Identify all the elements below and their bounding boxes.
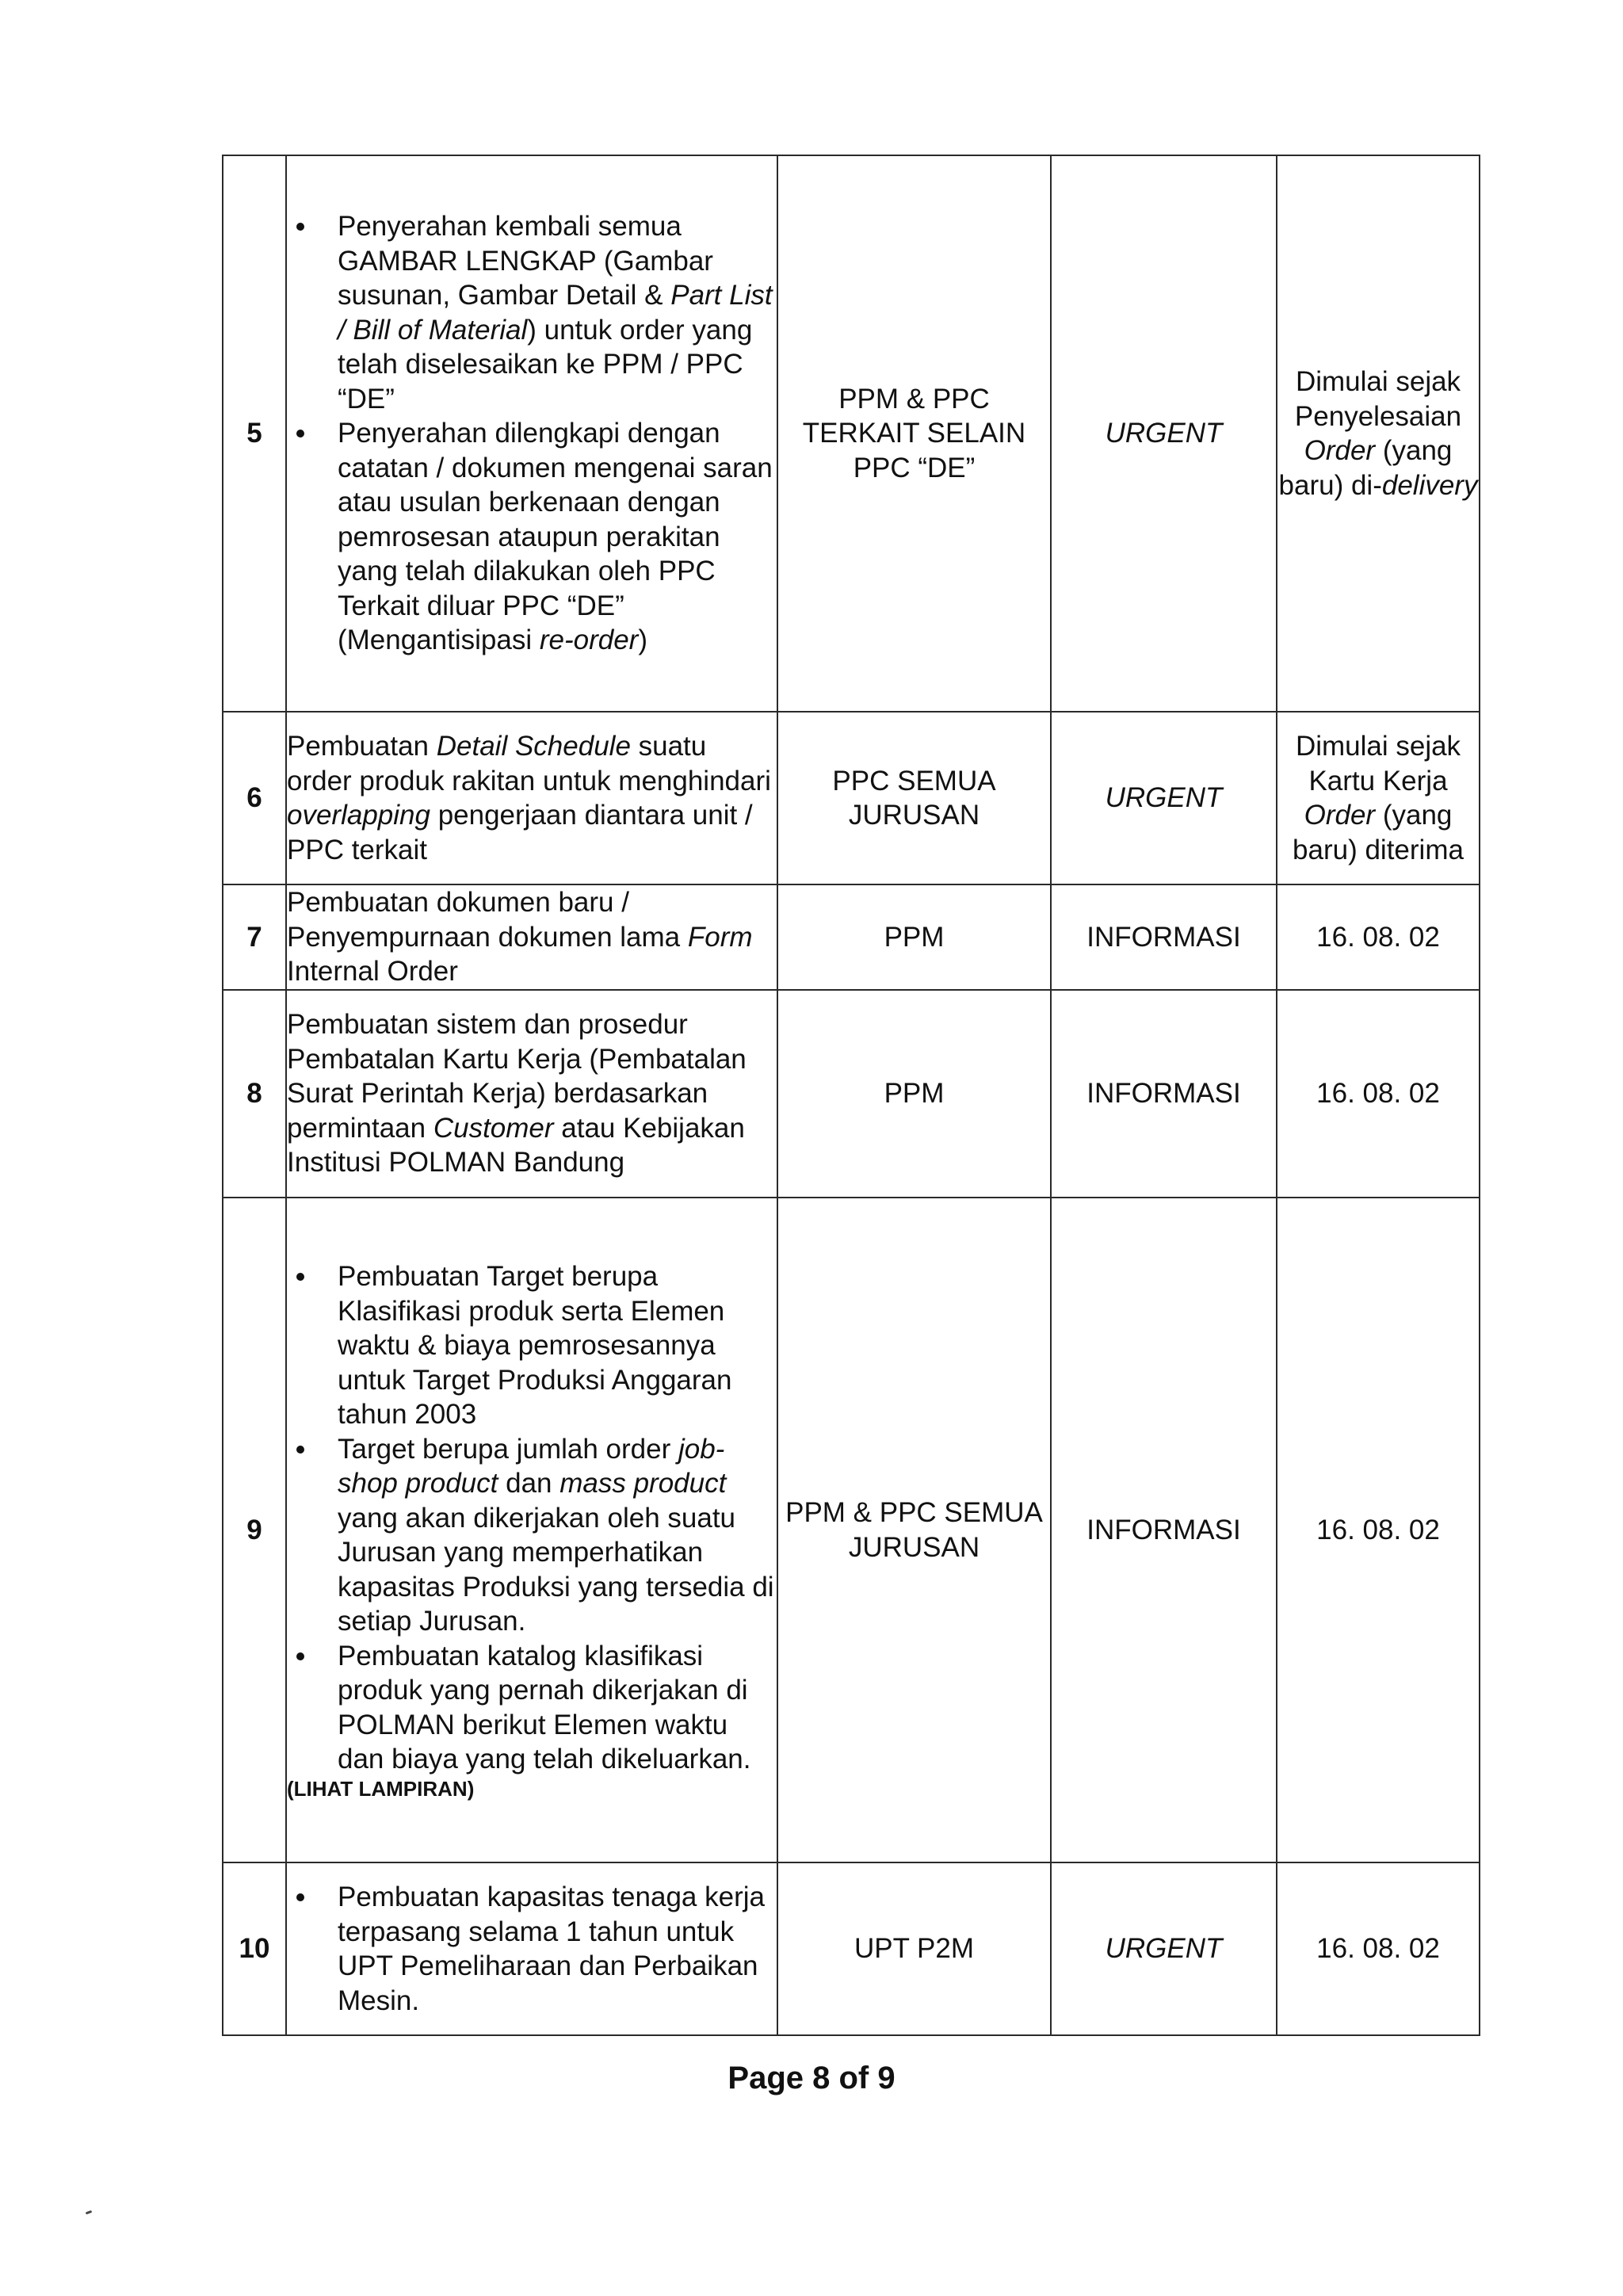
table-row (223, 155, 1480, 712)
attachment-note: (LIHAT LAMPIRAN) (287, 1776, 475, 1801)
table-row (223, 884, 1480, 990)
list-item: Pembuatan katalog klasifikasi produk yang pernah dikerjakan di POLMAN berikut Elemen waktu dan biaya yang telah dikeluarkan. (287, 1639, 777, 1777)
row-number: 5 (223, 155, 286, 712)
table-row (223, 712, 1480, 884)
pic-cell: PPM & PPC TERKAIT SELAIN PPC “DE” (777, 155, 1051, 712)
list-item: Pembuatan Target berupa Klasifikasi produk serta Elemen waktu & biaya pemrosesannya untuk Target Produksi Anggaran tahun 2003 (287, 1259, 777, 1432)
pic-cell: UPT P2M (777, 1862, 1051, 2035)
row-number: 7 (223, 884, 286, 990)
activity-cell: Pembuatan Detail Schedule suatu order produk rakitan untuk menghindari overlapping pengerjaan diantara unit / PPC terkait (286, 712, 777, 884)
activity-cell (286, 1862, 777, 2035)
status-cell: URGENT (1051, 1862, 1277, 2035)
target-cell: 16. 08. 02 (1277, 884, 1480, 990)
table-row (223, 990, 1480, 1198)
list-item: Penyerahan kembali semua GAMBAR LENGKAP (Gambar susunan, Gambar Detail & Part List / Bill of Material) untuk order yang telah diselesaikan ke PPM / PPC “DE” (287, 209, 777, 416)
target-cell: Dimulai sejak Kartu Kerja Order (yang baru) diterima (1277, 712, 1480, 884)
activity-cell: Pembuatan sistem dan prosedur Pembatalan Kartu Kerja (Pembatalan Surat Perintah Kerja) berdasarkan permintaan Customer atau Kebijakan Institusi POLMAN Bandung (286, 990, 777, 1198)
pic-cell: PPC SEMUA JURUSAN (777, 712, 1051, 884)
list-item: Target berupa jumlah order job-shop product dan mass product yang akan dikerjakan oleh suatu Jurusan yang memperhatikan kapasitas Produksi yang tersedia di setiap Jurusan. (287, 1432, 777, 1639)
status-cell: INFORMASI (1051, 1198, 1277, 1862)
schedule-table (222, 155, 1480, 2036)
row-number: 6 (223, 712, 286, 884)
target-cell: Dimulai sejak Penyelesaian Order (yang baru) di-delivery (1277, 155, 1480, 712)
status-cell: URGENT (1051, 155, 1277, 712)
table-row (223, 1862, 1480, 2035)
pic-cell: PPM & PPC SEMUA JURUSAN (777, 1198, 1051, 1862)
list-item: Pembuatan kapasitas tenaga kerja terpasang selama 1 tahun untuk UPT Pemeliharaan dan Perbaikan Mesin. (287, 1880, 777, 2018)
activity-cell (286, 155, 777, 712)
status-cell: INFORMASI (1051, 884, 1277, 990)
status-cell: URGENT (1051, 712, 1277, 884)
row-number: 9 (223, 1198, 286, 1862)
activity-cell (286, 1198, 777, 1862)
target-cell: 16. 08. 02 (1277, 1198, 1480, 1862)
page-number: Page 8 of 9 (727, 2061, 896, 2095)
target-cell: 16. 08. 02 (1277, 1862, 1480, 2035)
row-number: 8 (223, 990, 286, 1198)
row-number: 10 (223, 1862, 286, 2035)
activity-cell: Pembuatan dokumen baru / Penyempurnaan dokumen lama Form Internal Order (286, 884, 777, 990)
pic-cell: PPM (777, 990, 1051, 1198)
scan-mark (86, 2210, 93, 2215)
list-item: Penyerahan dilengkapi dengan catatan / dokumen mengenai saran atau usulan berkenaan dengan pemrosesan ataupun perakitan yang telah dilakukan oleh PPC Terkait diluar PPC “DE” (Mengantisipasi re-order) (287, 416, 777, 658)
pic-cell: PPM (777, 884, 1051, 990)
status-cell: INFORMASI (1051, 990, 1277, 1198)
table-row (223, 1198, 1480, 1862)
target-cell: 16. 08. 02 (1277, 990, 1480, 1198)
